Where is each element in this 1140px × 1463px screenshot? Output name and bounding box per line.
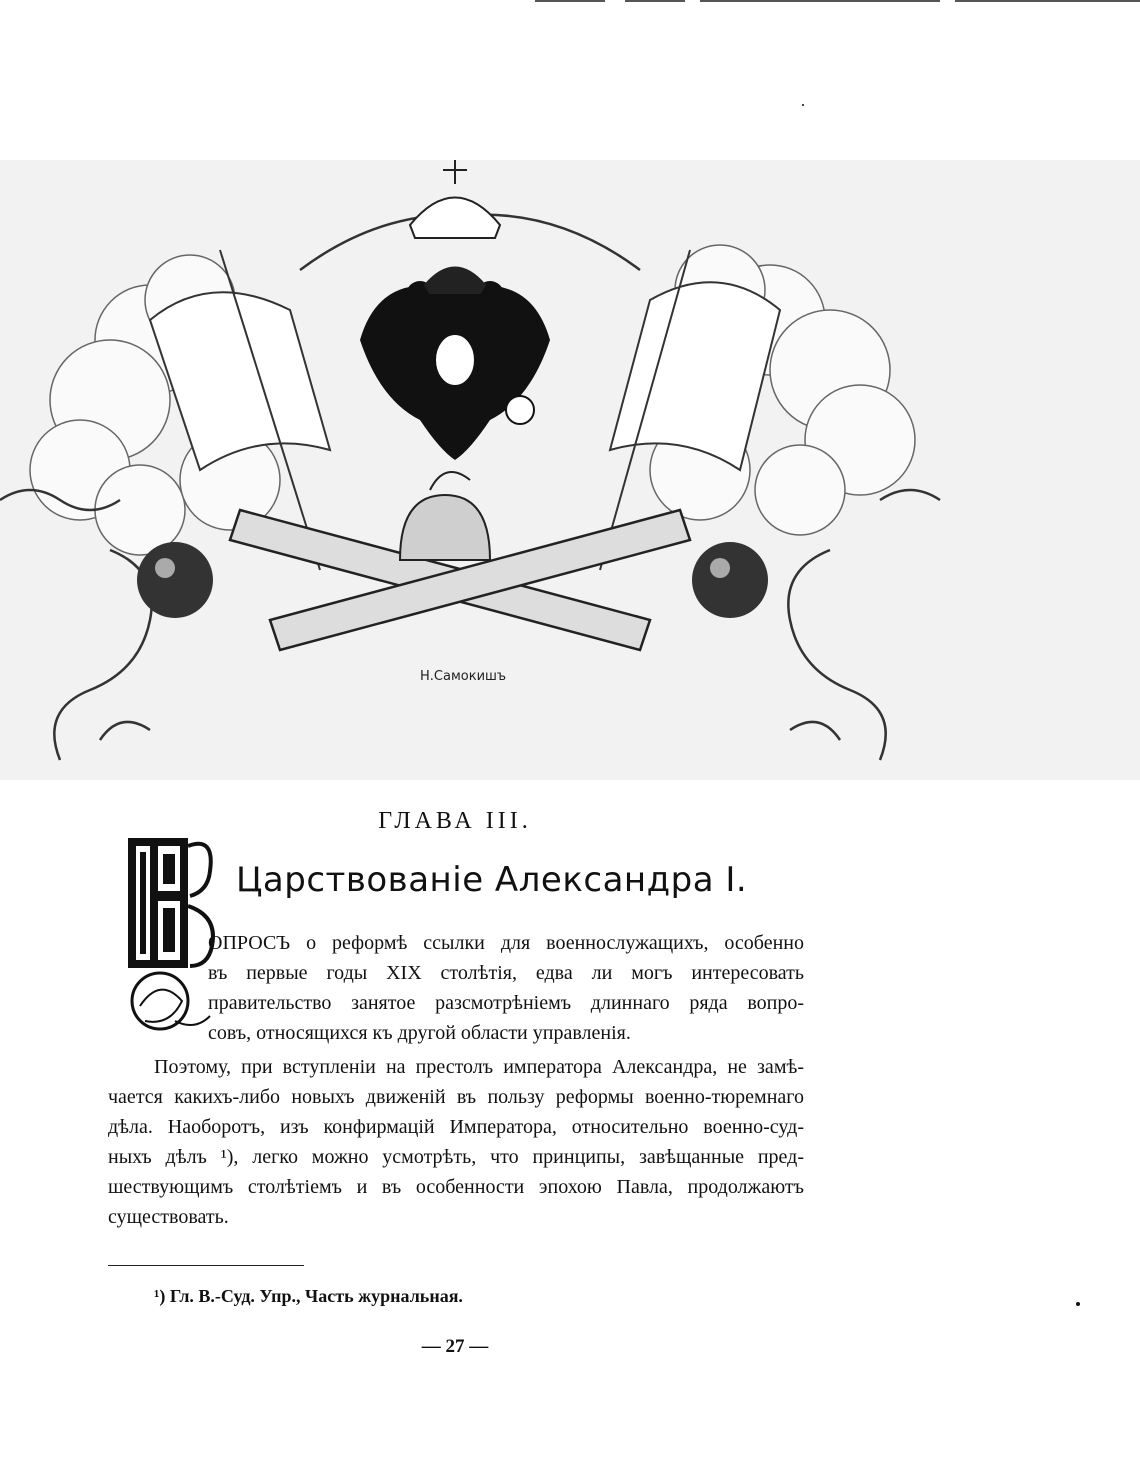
scan-speck xyxy=(802,104,804,106)
artist-signature: Н.Самокишъ xyxy=(420,669,507,684)
paragraph-line: ныхъ дѣлъ ¹), легко можно усмотрѣть, что принципы, завѣщанные пред- xyxy=(108,1146,804,1168)
paragraph-line: Поэтому, при вступленіи на престолъ императора Александра, не замѣ- xyxy=(154,1056,804,1078)
chapter-heading: ГЛАВА III. xyxy=(378,808,532,834)
paragraph-line: шествующимъ столѣтіемъ и въ особенности эпохою Павла, продолжаютъ xyxy=(108,1176,804,1198)
paragraph-line: существовать. xyxy=(108,1206,229,1228)
imperial-emblem-vignette xyxy=(0,150,1140,795)
paragraph-2 xyxy=(108,1052,804,1232)
footnote-divider xyxy=(108,1265,304,1266)
paragraph-line: дѣла. Наоборотъ, изъ конфирмацій Императора, относительно военно-суд- xyxy=(108,1116,804,1138)
scan-edge-marks xyxy=(535,0,1140,4)
paragraph-1 xyxy=(208,928,804,1048)
paragraph-line: совъ, относящихся къ другой области управленія. xyxy=(208,1022,631,1044)
footnote: ¹) Гл. В.-Суд. Упр., Часть журнальная. xyxy=(154,1286,463,1306)
scan-speck xyxy=(1076,1302,1080,1306)
paragraph-line: чается какихъ-либо новыхъ движеній въ пользу реформы военно-тюремнаго xyxy=(108,1086,804,1108)
paragraph-line: правительство занятое разсмотрѣніемъ длиннаго ряда вопро- xyxy=(208,992,804,1014)
paragraph-line: въ первые годы XIX столѣтія, едва ли могъ интересовать xyxy=(208,962,804,984)
page-number: — 27 — xyxy=(421,1336,489,1357)
chapter-title: Царствованіе Александра I. xyxy=(236,860,748,900)
paragraph-line: ОПРОСЪ о реформѣ ссылки для военнослужащихъ, особенно xyxy=(208,932,804,954)
drop-cap-initial xyxy=(120,826,220,1044)
